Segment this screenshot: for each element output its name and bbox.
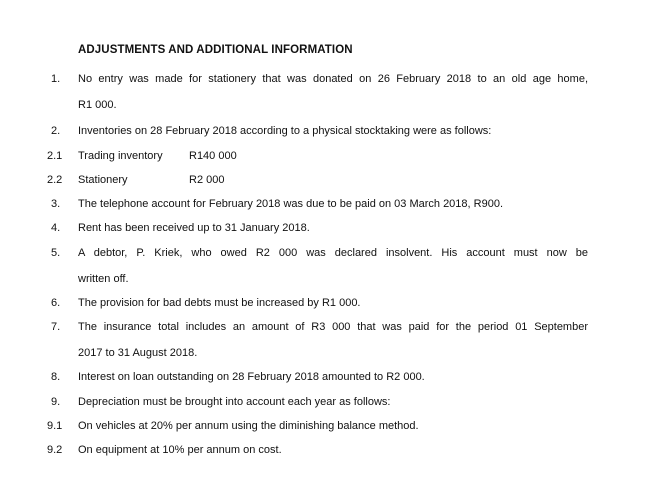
- item-number: 9.2: [47, 444, 63, 456]
- item-number: 4.: [51, 222, 61, 234]
- item-text: Depreciation must be brought into account each year as follows:: [78, 396, 391, 408]
- item-number: 2.: [51, 125, 61, 137]
- item-number: 3.: [51, 198, 61, 210]
- item-number: 5.: [51, 247, 61, 259]
- item-text: A debtor, P. Kriek, who owed R2 000 was declared insolvent. His account must now be: [78, 247, 588, 259]
- inventory-amount: R2 000: [189, 174, 225, 186]
- item-text: The provision for bad debts must be increased by R1 000.: [78, 297, 361, 309]
- item-number: 1.: [51, 73, 61, 85]
- inventory-label: Stationery: [78, 174, 128, 186]
- item-number: 8.: [51, 371, 61, 383]
- item-text: On equipment at 10% per annum on cost.: [78, 444, 282, 456]
- item-number: 9.1: [47, 420, 63, 432]
- item-number: 2.1: [47, 150, 63, 162]
- item-text-continued: 2017 to 31 August 2018.: [78, 347, 198, 359]
- item-text: On vehicles at 20% per annum using the diminishing balance method.: [78, 420, 419, 432]
- item-number: 9.: [51, 396, 61, 408]
- item-text: No entry was made for stationery that was donated on 26 February 2018 to an old age home,: [78, 73, 588, 85]
- item-text: The telephone account for February 2018 was due to be paid on 03 March 2018, R900.: [78, 198, 504, 210]
- item-text-continued: written off.: [78, 273, 129, 285]
- inventory-label: Trading inventory: [78, 150, 163, 162]
- item-text-continued: R1 000.: [78, 99, 117, 111]
- item-text: Interest on loan outstanding on 28 February 2018 amounted to R2 000.: [78, 371, 425, 383]
- section-heading: ADJUSTMENTS AND ADDITIONAL INFORMATION: [78, 44, 353, 56]
- item-number: 2.2: [47, 174, 63, 186]
- item-text: Rent has been received up to 31 January 2018.: [78, 222, 310, 234]
- item-number: 6.: [51, 297, 61, 309]
- item-number: 7.: [51, 321, 61, 333]
- item-text: Inventories on 28 February 2018 according to a physical stocktaking were as follows:: [78, 125, 492, 137]
- item-text: The insurance total includes an amount of R3 000 that was paid for the period 01 September: [78, 321, 588, 333]
- inventory-amount: R140 000: [189, 150, 237, 162]
